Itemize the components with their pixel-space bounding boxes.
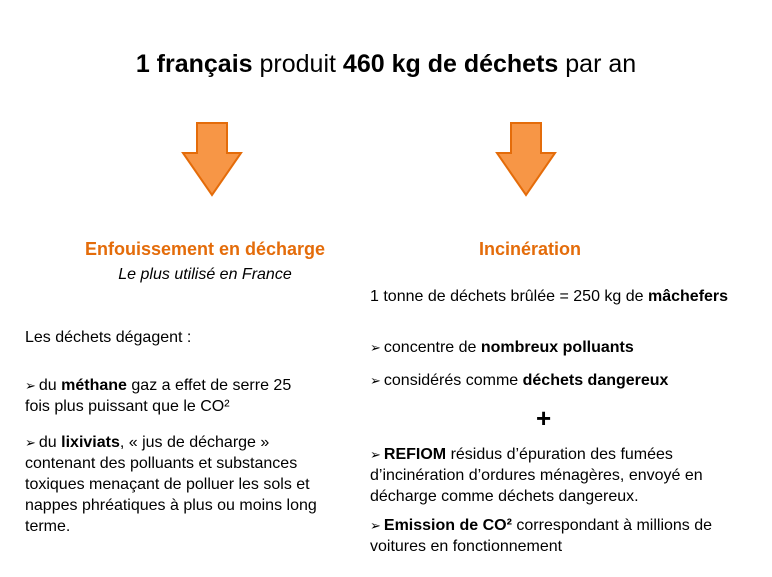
- right-bullet-dangereux: ➢ considérés comme déchets dangereux: [370, 372, 669, 389]
- arrow-bullet-icon: ➢: [25, 378, 36, 393]
- down-arrow-icon: [494, 121, 558, 197]
- left-intro: Les déchets dégagent :: [25, 329, 192, 346]
- title-verb: produit: [252, 50, 343, 78]
- down-arrow-icon: [180, 121, 244, 197]
- page-title: [0, 50, 772, 79]
- plus-sign: +: [536, 403, 552, 433]
- right-fact: 1 tonne de déchets brûlée = 250 kg de mâchefers: [370, 288, 729, 305]
- right-bullet-emission: ➢ Emission de CO² correspondant à millions de voitures en fonctionnement: [370, 517, 713, 555]
- left-subheading: Le plus utilisé en France: [118, 266, 292, 283]
- arrow-bullet-icon: ➢: [370, 340, 381, 355]
- right-bullet-polluants: ➢ concentre de nombreux polluants: [370, 339, 634, 356]
- arrow-bullet-icon: ➢: [25, 435, 36, 450]
- left-bullet-lixiviats: ➢ du lixiviats, « jus de décharge » contenant des polluants et substances toxiques menaçant de polluer les sols et nappes phréatiques à plus ou moins long terme.: [25, 434, 317, 535]
- left-heading: Enfouissement en décharge: [84, 239, 326, 259]
- title-end: par an: [558, 50, 637, 78]
- left-bullet-methane: ➢ du méthane gaz a effet de serre 25 fois plus puissant que le CO²: [25, 377, 292, 415]
- arrow-bullet-icon: ➢: [370, 373, 381, 388]
- right-heading: Incinération: [478, 239, 581, 259]
- right-bullet-refiom: ➢ REFIOM résidus d’épuration des fumées d’incinération d’ordures ménagères, envoyé en décharge comme déchets dangereux.: [370, 446, 703, 505]
- title-subject: 1 français: [135, 50, 253, 78]
- title-quantity: 460 kg de déchets: [342, 50, 559, 78]
- arrow-bullet-icon: ➢: [370, 447, 381, 462]
- arrow-bullet-icon: ➢: [370, 518, 381, 533]
